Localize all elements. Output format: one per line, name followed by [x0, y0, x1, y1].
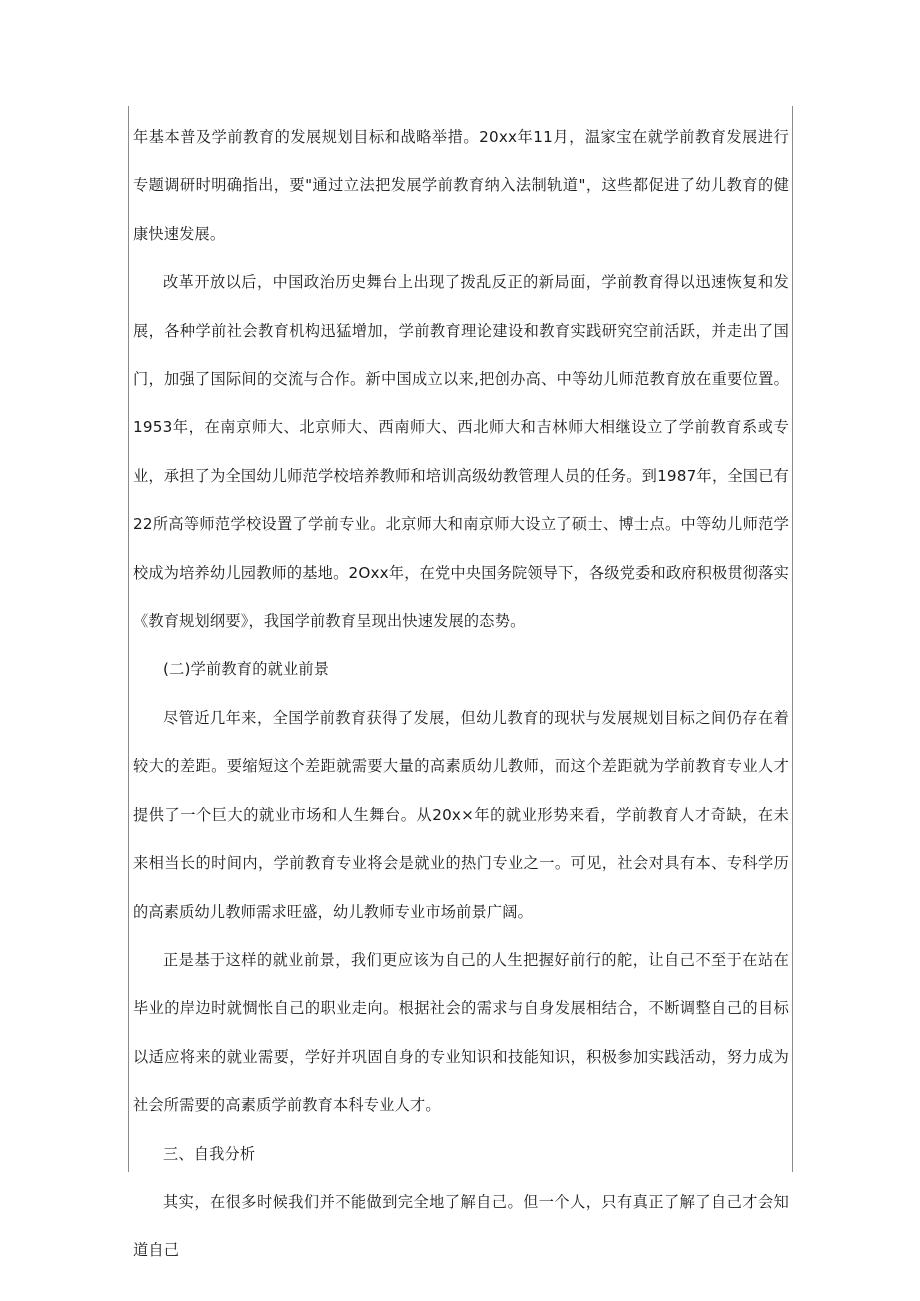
document-body — [133, 113, 789, 1275]
section-heading-employment-prospects: (二)学前教育的就业前景 — [163, 660, 330, 679]
section-heading-self-analysis: 三、自我分析 — [163, 1144, 256, 1163]
paragraph-employment-outlook: 尽管近几年来，全国学前教育获得了发展，但幼儿教育的现状与发展规划目标之间仍存在着较大的差距。要缩短这个差距就需要大量的高素质幼儿教师，而这个差距就为学前教育专业人才提供了一个巨大的就业市场和人生舞台。从20x×年的就业形势来看，学前教育人才奇缺，在未来相当长的时间内，学前教育专业将会是就业的热门专业之一。可见，社会对具有本、专科学历的高素质幼儿教师需求旺盛，幼儿教师专业市场前景广阔。 — [133, 708, 789, 921]
paragraph-continuation: 年基本普及学前教育的发展规划目标和战略举措。20xx年11月，温家宝在就学前教育发展进行专题调研时明确指出，要"通过立法把发展学前教育纳入法制轨道"，这些都促进了幼儿教育的健康快速发展。 — [133, 128, 789, 243]
right-border-line — [792, 106, 793, 1172]
left-border-line — [128, 106, 129, 1172]
paragraph-reform-history: 改革开放以后，中国政治历史舞台上出现了拨乱反正的新局面，学前教育得以迅速恢复和发展，各种学前社会教育机构迅猛增加，学前教育理论建设和教育实践研究空前活跃，并走出了国门，加强了国际间的交流与合作。新中国成立以来,把创办高、中等幼儿师范教育放在重要位置。1953年，在南京师大、北京师大、西南师大、西北师大和吉林师大相继设立了学前教育系或专业，承担了为全国幼儿师范学校培养教师和培训高级幼教管理人员的任务。到1987年，全国已有22所高等师范学校设置了学前专业。北京师大和南京师大设立了硕士、博士点。中等幼儿师范学校成为培养幼儿园教师的基地。2Oxx年，在党中央国务院领导下，各级党委和政府积极贯彻落实《教育规划纲要》，我国学前教育呈现出快速发展的态势。 — [133, 273, 789, 631]
paragraph-self-analysis: 其实，在很多时候我们并不能做到完全地了解自己。但一个人，只有真正了解了自己才会知道自己 — [133, 1192, 789, 1260]
paragraph-career-direction: 正是基于这样的就业前景，我们更应该为自己的人生把握好前行的舵，让自己不至于在站在毕业的岸边时就惆怅自己的职业走向。根据社会的需求与自身发展相结合，不断调整自己的目标以适应将来的就业需要，学好并巩固自身的专业知识和技能知识，积极参加实践活动，努力成为社会所需要的高素质学前教育本科专业人才。 — [133, 950, 789, 1115]
